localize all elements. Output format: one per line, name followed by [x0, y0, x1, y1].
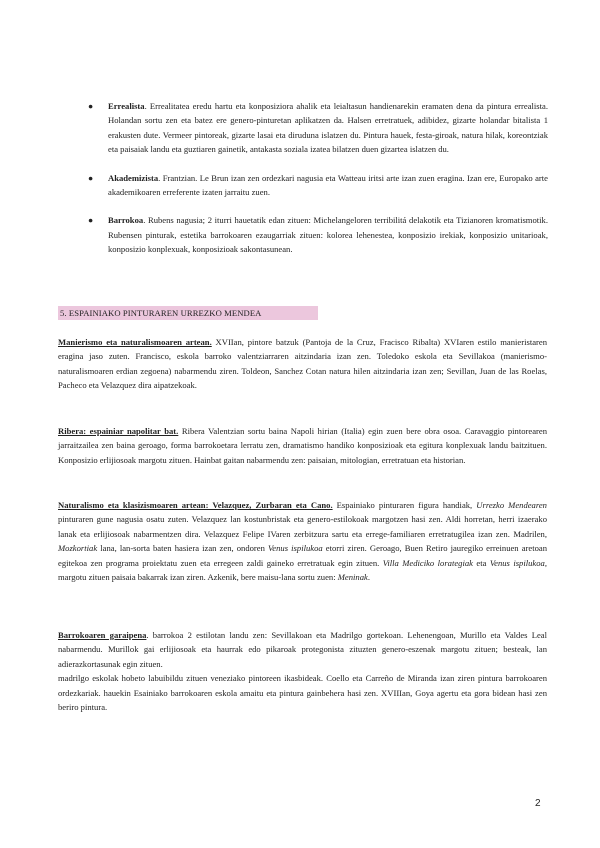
- list-item-term: Barrokoa: [108, 215, 144, 226]
- paragraph-naturalism: [58, 498, 547, 584]
- paragraph-lead: Ribera: espainiar napolitar bat.: [58, 426, 179, 436]
- paragraph-text: . barrokoa 2 estilotan landu zen: Sevillakoan eta Madrilgo gortekoan. Lehenengoan, Murillo eta Valdes Leal nabarmendu. Murillok gai erlijiosoak eta haurrak edo pikaroak protegonista zituzten genero-eszenak margotu zituen; besteak, lan adierazkortasunak egin zituen.: [58, 630, 547, 669]
- paragraph-baroque-triumph: [58, 628, 547, 714]
- list-item-text: . Errealitatea eredu hartu eta konposiziora ahalik eta leialtasun handienarekin eramaten dena da pintura errealista. Holandan sortu zen eta batez ere genero-pinturetan aplikatzen da. Halsen erretratuek, adibidez, gizarte holandar bitalista 1 erakusten dute. Vermeer pintoreak, gizarte lasai eta diruduna islatzen du. Pintura hauek, festa-giroak, natura hilak, koreontziak eta paisaiak landu eta guztiaren gainetik, antakasta soziala izatea bilatzen duen gizartea islatzen du.: [108, 101, 548, 155]
- paragraph-text: etorri ziren. Geroago, Buen Retiro jauregiko erreinuen aretoan egitekoa zen programa proiektatu zuen eta erregeen zaldi gaineko erretratuak egin zituen.: [58, 543, 547, 568]
- paragraph-text: , margotu zituen paisaia bakarrak izan ziren. Azkenik, bere maisu-lana sortu zuen:: [58, 557, 547, 583]
- paragraph-text: eta: [472, 557, 490, 568]
- paragraph-text: pinturaren gune nagusia osatu zuten. Velazquez lan kostunbristak eta genero-estilokoak margotzen hasi zen. Aldi horretan, herri izaerako lanak eta erlijiosoak nabarmentzen dira. Velazquez Felipe IVaren zerbitzura sartu eta errege-familiaren erretratugilea izan zen. Madrilen,: [58, 514, 547, 539]
- list-item: [88, 171, 548, 200]
- page-number: 2: [535, 798, 541, 809]
- paragraph-text: Ribera Valentzian sortu baina Napoli hirian (Italia) egin zuen bere obra osoa. Caravaggio pintorearen jarraitzailea zen baina geroago, forma barrokoetara lerratu zen, dramatismo handiko konposizioak eta egitura konplexuak landu baitzituen. Konposizio erlijiosoak margotu zituen. Hainbat gaitan nabarmendu zen: paisaian, mitologian, erretratuan eta historian.: [58, 426, 547, 465]
- paragraph-lead: Naturalismo eta klasizismoaren artean: Velazquez, Zurbaran eta Cano.: [58, 500, 333, 510]
- artwork-title: Meninak: [337, 572, 368, 583]
- paragraph-lead: Manierismo eta naturalismoaren artean.: [58, 337, 212, 347]
- artwork-title: Venus ispilukoa: [489, 557, 545, 568]
- bullet-icon: ●: [88, 172, 94, 183]
- paragraph-text: .: [367, 572, 370, 583]
- paragraph-mannerism: [58, 335, 547, 393]
- list-item-text: . Rubens nagusia; 2 iturri hauetatik edan zituen: Michelangeloren terribilitá delakotik eta Tizianoren kromatismotik. Rubensen pinturak, estetika barrokoaren ezaugarriak zituen: kolorea lehenestea, konposizio irekiak, konposizio unitarioak, konposizio konplexuak, konposizioak sakontasunean.: [108, 215, 548, 255]
- painting-styles-list: [88, 99, 548, 271]
- artwork-title: Mozkortiak: [58, 543, 98, 554]
- paragraph-ribera: [58, 424, 547, 467]
- section-heading: 5. ESPAINIAKO PINTURAREN URREZKO MENDEA: [58, 306, 318, 320]
- list-item: [88, 213, 548, 256]
- paragraph-text: XVIIan, pintore batzuk (Pantoja de la Cruz, Fracisco Ribalta) XVIaren estilo manieristaren eragina jaso zuten. Francisco, eskola barroko valentziarraren aitzindaria izan zen. Toledoko eskola eta Sevillakoa (manierismo-naturalismoaren erdian zegoena) nabarmendu ziren. Toldeon, Sanchez Cotan natura hilen aitzindaria izan zen; Sevillan, Juan de las Roelas, Pacheco eta Velazquez dira aipatzekoak.: [58, 337, 547, 391]
- list-item-term: Akademizista: [108, 172, 159, 183]
- paragraph-text: madrilgo eskolak hobeto labuibildu zituen veneziako pintoreen ikasbideak. Coello eta Carreño de Miranda izan ziren pintura barrokoaren ordezkariak. hauekin Esainiako barrokoaren eskola amaitu eta pintura gainbehera hasi zen. XVIIIan, Goya agertu eta gora bidean hasi zen beriro pintura.: [58, 673, 547, 713]
- bullet-icon: ●: [88, 101, 94, 111]
- artwork-title: Villa Mediciko lorategiak: [382, 557, 473, 568]
- list-item-term: Errealista: [108, 101, 145, 111]
- bullet-icon: ●: [88, 215, 94, 226]
- artwork-title: Venus ispilukoa: [268, 543, 323, 554]
- paragraph-text: lana, lan-sorta baten hasiera izan zen, ondoren: [97, 543, 269, 554]
- paragraph-lead: Barrokoaren garaipena: [58, 630, 147, 640]
- list-item: [88, 99, 548, 157]
- list-item-text: . Frantzian. Le Brun izan zen ordezkari nagusia eta Watteau iritsi arte izan zuen eragina. Izan ere, Europako arte akademikoaren erreferente izaten jarraitu zuen.: [108, 172, 548, 198]
- paragraph-text: Espainiako pinturaren figura handiak,: [332, 500, 477, 510]
- artwork-title: Urrezko Mendearen: [476, 500, 547, 510]
